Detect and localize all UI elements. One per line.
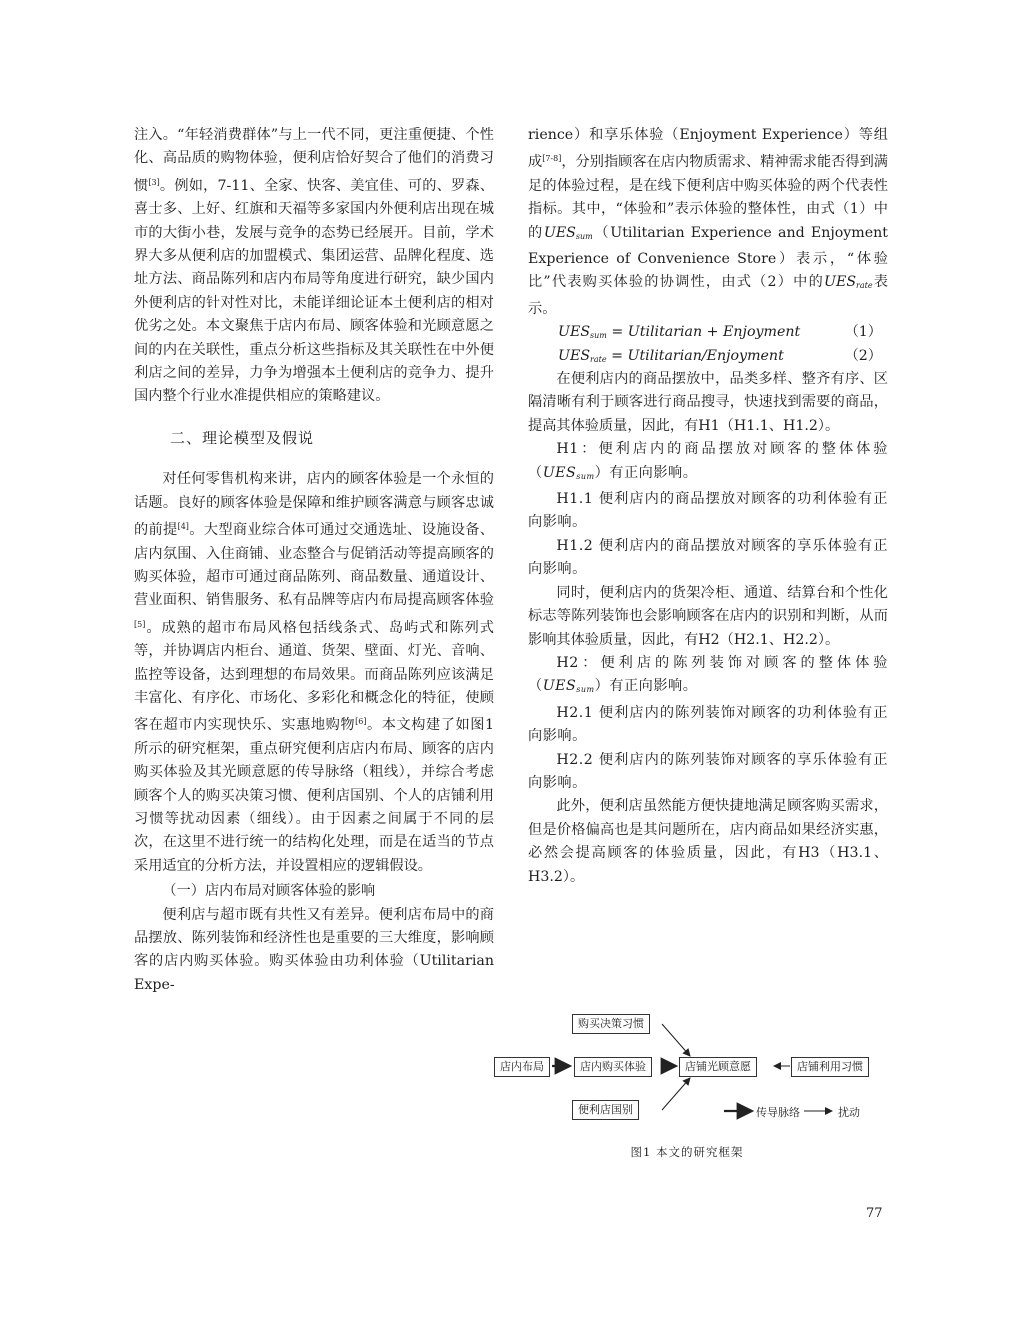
right-paragraph-2: 在便利店内的商品摆放中，品类多样、整齐有序、区隔清晰有利于顾客进行商品搜寻，快速找到需要的商品，提高其体验质量，因此，有H1（H1.1、H1.2）。 bbox=[528, 371, 888, 434]
left-column bbox=[134, 124, 494, 997]
hypothesis-h1-1: H1.1 便利店内的商品摆放对顾客的功利体验有正向影响。 bbox=[528, 491, 888, 531]
research-framework-figure bbox=[492, 1008, 882, 1168]
box-decision-habit: 购买决策习惯 bbox=[572, 1014, 650, 1034]
box-visit-intention: 店铺光顾意愿 bbox=[679, 1057, 757, 1077]
box-shopping-experience: 店内购买体验 bbox=[574, 1057, 652, 1077]
equation-1: $UES_{sum}$ = Utilitarian + Enjoyment （1） bbox=[558, 321, 888, 344]
box-store-layout: 店内布局 bbox=[494, 1057, 550, 1077]
left-paragraph-1: 注入。“年轻消费群体”与上一代不同，更注重便捷、个性化、高品质的购物体验，便利店恰好契合了他们的消费习惯[3]。例如，7-11、全家、快客、美宜佳、可的、罗森、喜士多、上好、红旗和天福等多家国内外便利店出现在城市的大街小巷，发展与竞争的态势已经展开。目前，学术界大多从便利店的加盟模式、集团运营、品牌化程度、选址方法、商品陈列和店内布局等角度进行研究，缺少国内外便利店的针对性对比，未能详细论证本土便利店的相对优劣之处。本文聚焦于店内布局、顾客体验和光顾意愿之间的内在关联性，重点分析这些指标及其关联性在中外便利店之间的差异，力争为增强本土便利店的竞争力、提升国内整个行业水准提供相应的策略建议。 bbox=[134, 127, 494, 405]
equation-2: $UES_{rate}$ = Utilitarian/Enjoyment （2） bbox=[558, 345, 888, 368]
hypothesis-h2-1: H2.1 便利店内的陈列装饰对顾客的功利体验有正向影响。 bbox=[528, 704, 888, 745]
equation-number: （1） bbox=[844, 324, 882, 341]
hypothesis-h2: H2：便利店的陈列装饰对顾客的整体体验$(UES_{sum})$有正向影响。 bbox=[528, 654, 888, 695]
citation: [7-8] bbox=[542, 154, 562, 164]
citation: [4] bbox=[177, 522, 189, 532]
page-number: 77 bbox=[866, 1206, 883, 1221]
legend-thick-label: 传导脉络 bbox=[756, 1106, 800, 1119]
hypothesis-h2-2: H2.2 便利店内的陈列装饰对顾客的享乐体验有正向影响。 bbox=[528, 751, 888, 791]
arrow-decision-to-intention bbox=[662, 1024, 690, 1056]
figure-caption: 图1 本文的研究框架 bbox=[630, 1145, 744, 1159]
right-paragraph-4: 此外，便利店虽然能方便快捷地满足顾客购买需求，但是价格偏高也是其问题所在，店内商品如果经济实惠，必然会提高顾客的体验质量，因此，有H3（H3.1、H3.2）。 bbox=[528, 798, 888, 885]
right-column bbox=[528, 124, 888, 889]
box-usage-habit: 店铺利用习惯 bbox=[791, 1057, 869, 1077]
left-paragraph-2: 对任何零售机构来讲，店内的顾客体验是一个永恒的话题。良好的顾客体验是保障和维护顾客满意与顾客忠诚的前提[4]。大型商业综合体可通过交通选址、设施设备、店内氛围、入住商铺、业态整合与促销活动等提高顾客的购买体验，超市可通过商品陈列、商品数量、通道设计、营业面积、销售服务、私有品牌等店内布局提高顾客体验[5]。成熟的超市布局风格包括线条式、岛屿式和陈列式等，并协调店内柜台、通道、货架、壁面、灯光、音响、监控等设备，达到理想的布局效果。而商品陈列应该满足丰富化、有序化、市场化、多彩化和概念化的特征，使顾客在超市内实现快乐、实惠地购物[6]。本文构建了如图1所示的研究框架，重点研究便利店店内布局、顾客的店内购买体验及其光顾意愿的传导脉络（粗线），并综合考虑顾客个人的购买决策习惯、便利店国别、个人的店铺利用习惯等扰动因素（细线）。由于因素之间属于不同的层次，在这里不进行统一的结构化处理，而是在适当的节点采用适宜的分析方法，并设置相应的逻辑假设。 bbox=[134, 471, 494, 874]
section-heading: 二、理论模型及假说 bbox=[170, 428, 315, 447]
right-paragraph-1: rience）和享乐体验（Enjoyment Experience）等组成[7-8]，分别指顾客在店内物质需求、精神需求能否得到满足的体验过程，是在线下便利店中购买体验的两个代表性指标。其中，“体验和”表示体验的整体性，由式（1）中的$UES_{sum}(Utilitarian$ Experience and Enjoyment Experience of Convenience Store）表示，“体验比”代表购买体验的协调性，由式（2）中的$UES_{rate}$表示。 bbox=[528, 127, 888, 317]
citation: [5] bbox=[134, 619, 146, 629]
right-paragraph-3: 同时，便利店内的货架冷柜、通道、结算台和个性化标志等陈列装饰也会影响顾客在店内的识别和判断，从而影响其体验质量，因此，有H2（H2.1、H2.2）。 bbox=[528, 584, 888, 648]
legend-thin-label: 扰动 bbox=[838, 1106, 860, 1119]
citation: [6] bbox=[355, 717, 367, 727]
box-store-country: 便利店国别 bbox=[572, 1100, 639, 1120]
subsection-heading: （一）店内布局对顾客体验的影响 bbox=[162, 883, 376, 900]
hypothesis-h1-2: H1.2 便利店内的商品摆放对顾客的享乐体验有正向影响。 bbox=[528, 537, 888, 578]
hypothesis-h1: H1：便利店内的商品摆放对顾客的整体体验$(UES_{sum})$有正向影响。 bbox=[528, 441, 888, 481]
arrow-country-to-intention bbox=[662, 1078, 690, 1110]
citation: [3] bbox=[148, 177, 160, 187]
left-paragraph-3: 便利店与超市既有共性又有差异。便利店布局中的商品摆放、陈列装饰和经济性也是重要的三大维度，影响顾客的店内购买体验。购买体验由功利体验（Utilitarian Expe- bbox=[134, 906, 494, 993]
equation-number: （2） bbox=[844, 347, 882, 364]
